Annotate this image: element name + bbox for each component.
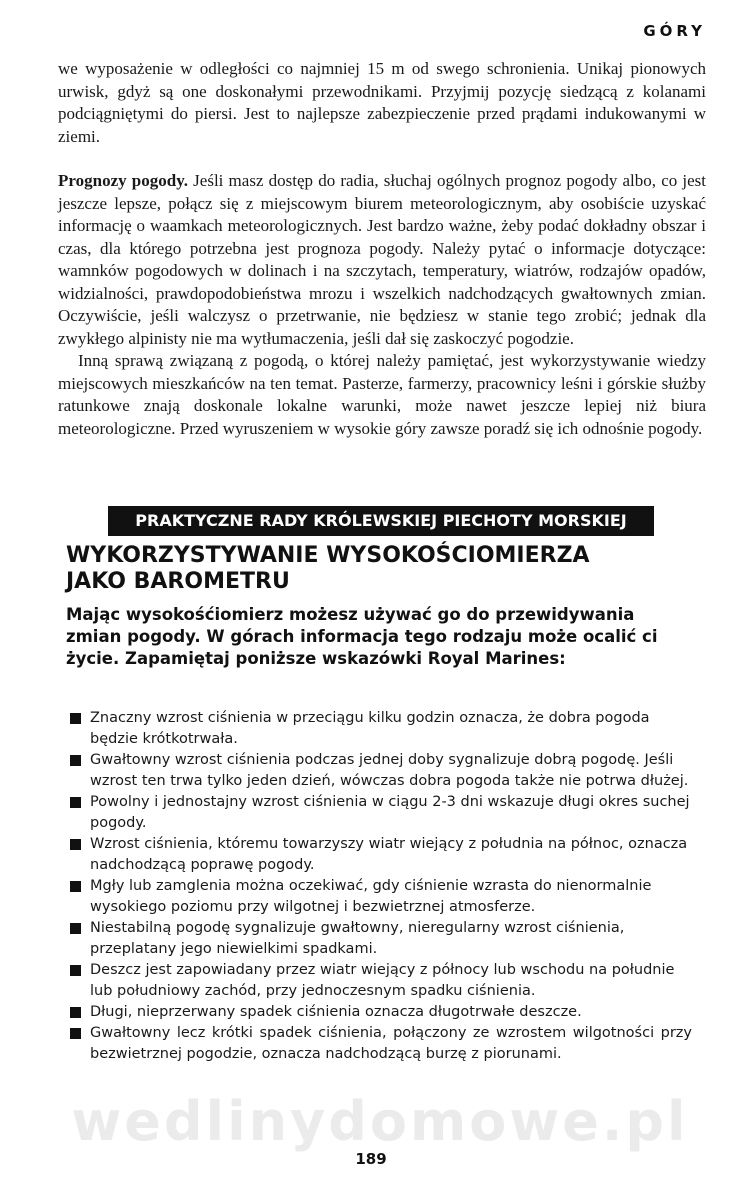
running-head: GÓRY <box>643 22 706 40</box>
box-heading <box>66 543 686 595</box>
paragraph-text: Jeśli masz dostęp do radia, słuchaj ogólnych prognoz pogody albo, co jest jeszcze lepsze, połącz się z miejscowym biurem meteorologicznym, aby osobiście uzyskać informację o waamkach meteorologicznych. Jest bardzo ważne, żeby podać dokładny obszar i czas, dla którego potrzebna jest prognoza pogody. Należy pytać o informacje dotyczące: wamnków pogodowych w dolinach i na szczytach, temperatury, wiatrów, rodzajów opadów, widzialności, prawdopodobieństwa mrozu i wszelkich nadchodzących gwałtownych zmian. Oczywiście, jeśli walczysz o przetrwanie, nie będziesz w stanie tego zrobić; jednak dla zwykłego alpinisty nie ma wytłumaczenia, jeśli dał się zaskoczyć pogodzie. <box>58 171 707 348</box>
paragraph-lightning: we wyposażenie w odległości co najmniej 15 m od swego schronienia. Unikaj pionowych urwisk, gdyż są one doskonałymi przewodnikami. Przyjmij pozycję siedzącą z kolanami podciągniętymi do piersi. Jest to najlepsze zabezpieczenie przed prądami indukowanymi w ziemi. <box>58 59 706 146</box>
tips-list <box>70 708 692 1065</box>
paragraph-weather-forecast <box>58 170 706 350</box>
tip-item: Gwałtowny lecz krótki spadek ciśnienia, połączony ze wzrostem wilgotności przy bezwietrznej pogodzie, oznacza nadchodzącą burzę z piorunami. <box>70 1023 692 1065</box>
tip-item: Długi, nieprzerwany spadek ciśnienia oznacza długotrwałe deszcze. <box>70 1002 692 1023</box>
tip-item: Gwałtowny wzrost ciśnienia podczas jednej doby sygnalizuje dobrą pogodę. Jeśli wzrost ten trwa tylko jeden dzień, wówczas dobra pogoda także nie potrwa dłużej. <box>70 750 692 792</box>
tip-item: Wzrost ciśnienia, któremu towarzyszy wiatr wiejący z południa na północ, oznacza nadchodzącą poprawę pogody. <box>70 834 692 876</box>
section-banner: PRAKTYCZNE RADY KRÓLEWSKIEJ PIECHOTY MORSKIEJ <box>108 506 654 536</box>
page-number: 189 <box>355 1150 387 1168</box>
box-intro: Mając wysokośćiomierz możesz używać go do przewidywania zmian pogody. W górach informacja tego rodzaju może ocalić ci życie. Zapamiętaj poniższe wskazówki Royal Marines: <box>66 605 658 668</box>
paragraph-lead: Prognozy pogody. <box>58 171 189 190</box>
tip-item: Deszcz jest zapowiadany przez wiatr wiejący z północy lub wschodu na południe lub południowy zachód, przy jednoczesnym spadku ciśnienia. <box>70 960 692 1002</box>
tip-item: Powolny i jednostajny wzrost ciśnienia w ciągu 2-3 dni wskazuje długi okres suchej pogody. <box>70 792 692 834</box>
box-heading-line1: WYKORZYSTYWANIE WYSOKOŚCIOMIERZA <box>66 543 590 568</box>
paragraph-local-knowledge: Inną sprawą związaną z pogodą, o której należy pamiętać, jest wykorzystywanie wiedzy miejscowych mieszkańców na ten temat. Pasterze, farmerzy, pracownicy leśni i górskie służby ratunkowe znają doskonale lokalne warunki, może nawet jeszcze lepiej niż biura meteorologiczne. Przed wyruszeniem w wysokie góry zawsze poradź się ich odnośnie pogody. <box>58 351 706 438</box>
box-heading-line2: JAKO BAROMETRU <box>66 569 290 594</box>
watermark: wedlinydomowe.pl <box>71 1090 689 1153</box>
body-text <box>58 58 706 440</box>
tip-item: Znaczny wzrost ciśnienia w przeciągu kilku godzin oznacza, że dobra pogoda będzie krótkotrwała. <box>70 708 692 750</box>
tip-item: Niestabilną pogodę sygnalizuje gwałtowny, nieregularny wzrost ciśnienia, przeplatany jego niewielkimi spadkami. <box>70 918 692 960</box>
tip-item: Mgły lub zamglenia można oczekiwać, gdy ciśnienie wzrasta do nienormalnie wysokiego poziomu przy wilgotnej i bezwietrznej atmosferze. <box>70 876 692 918</box>
